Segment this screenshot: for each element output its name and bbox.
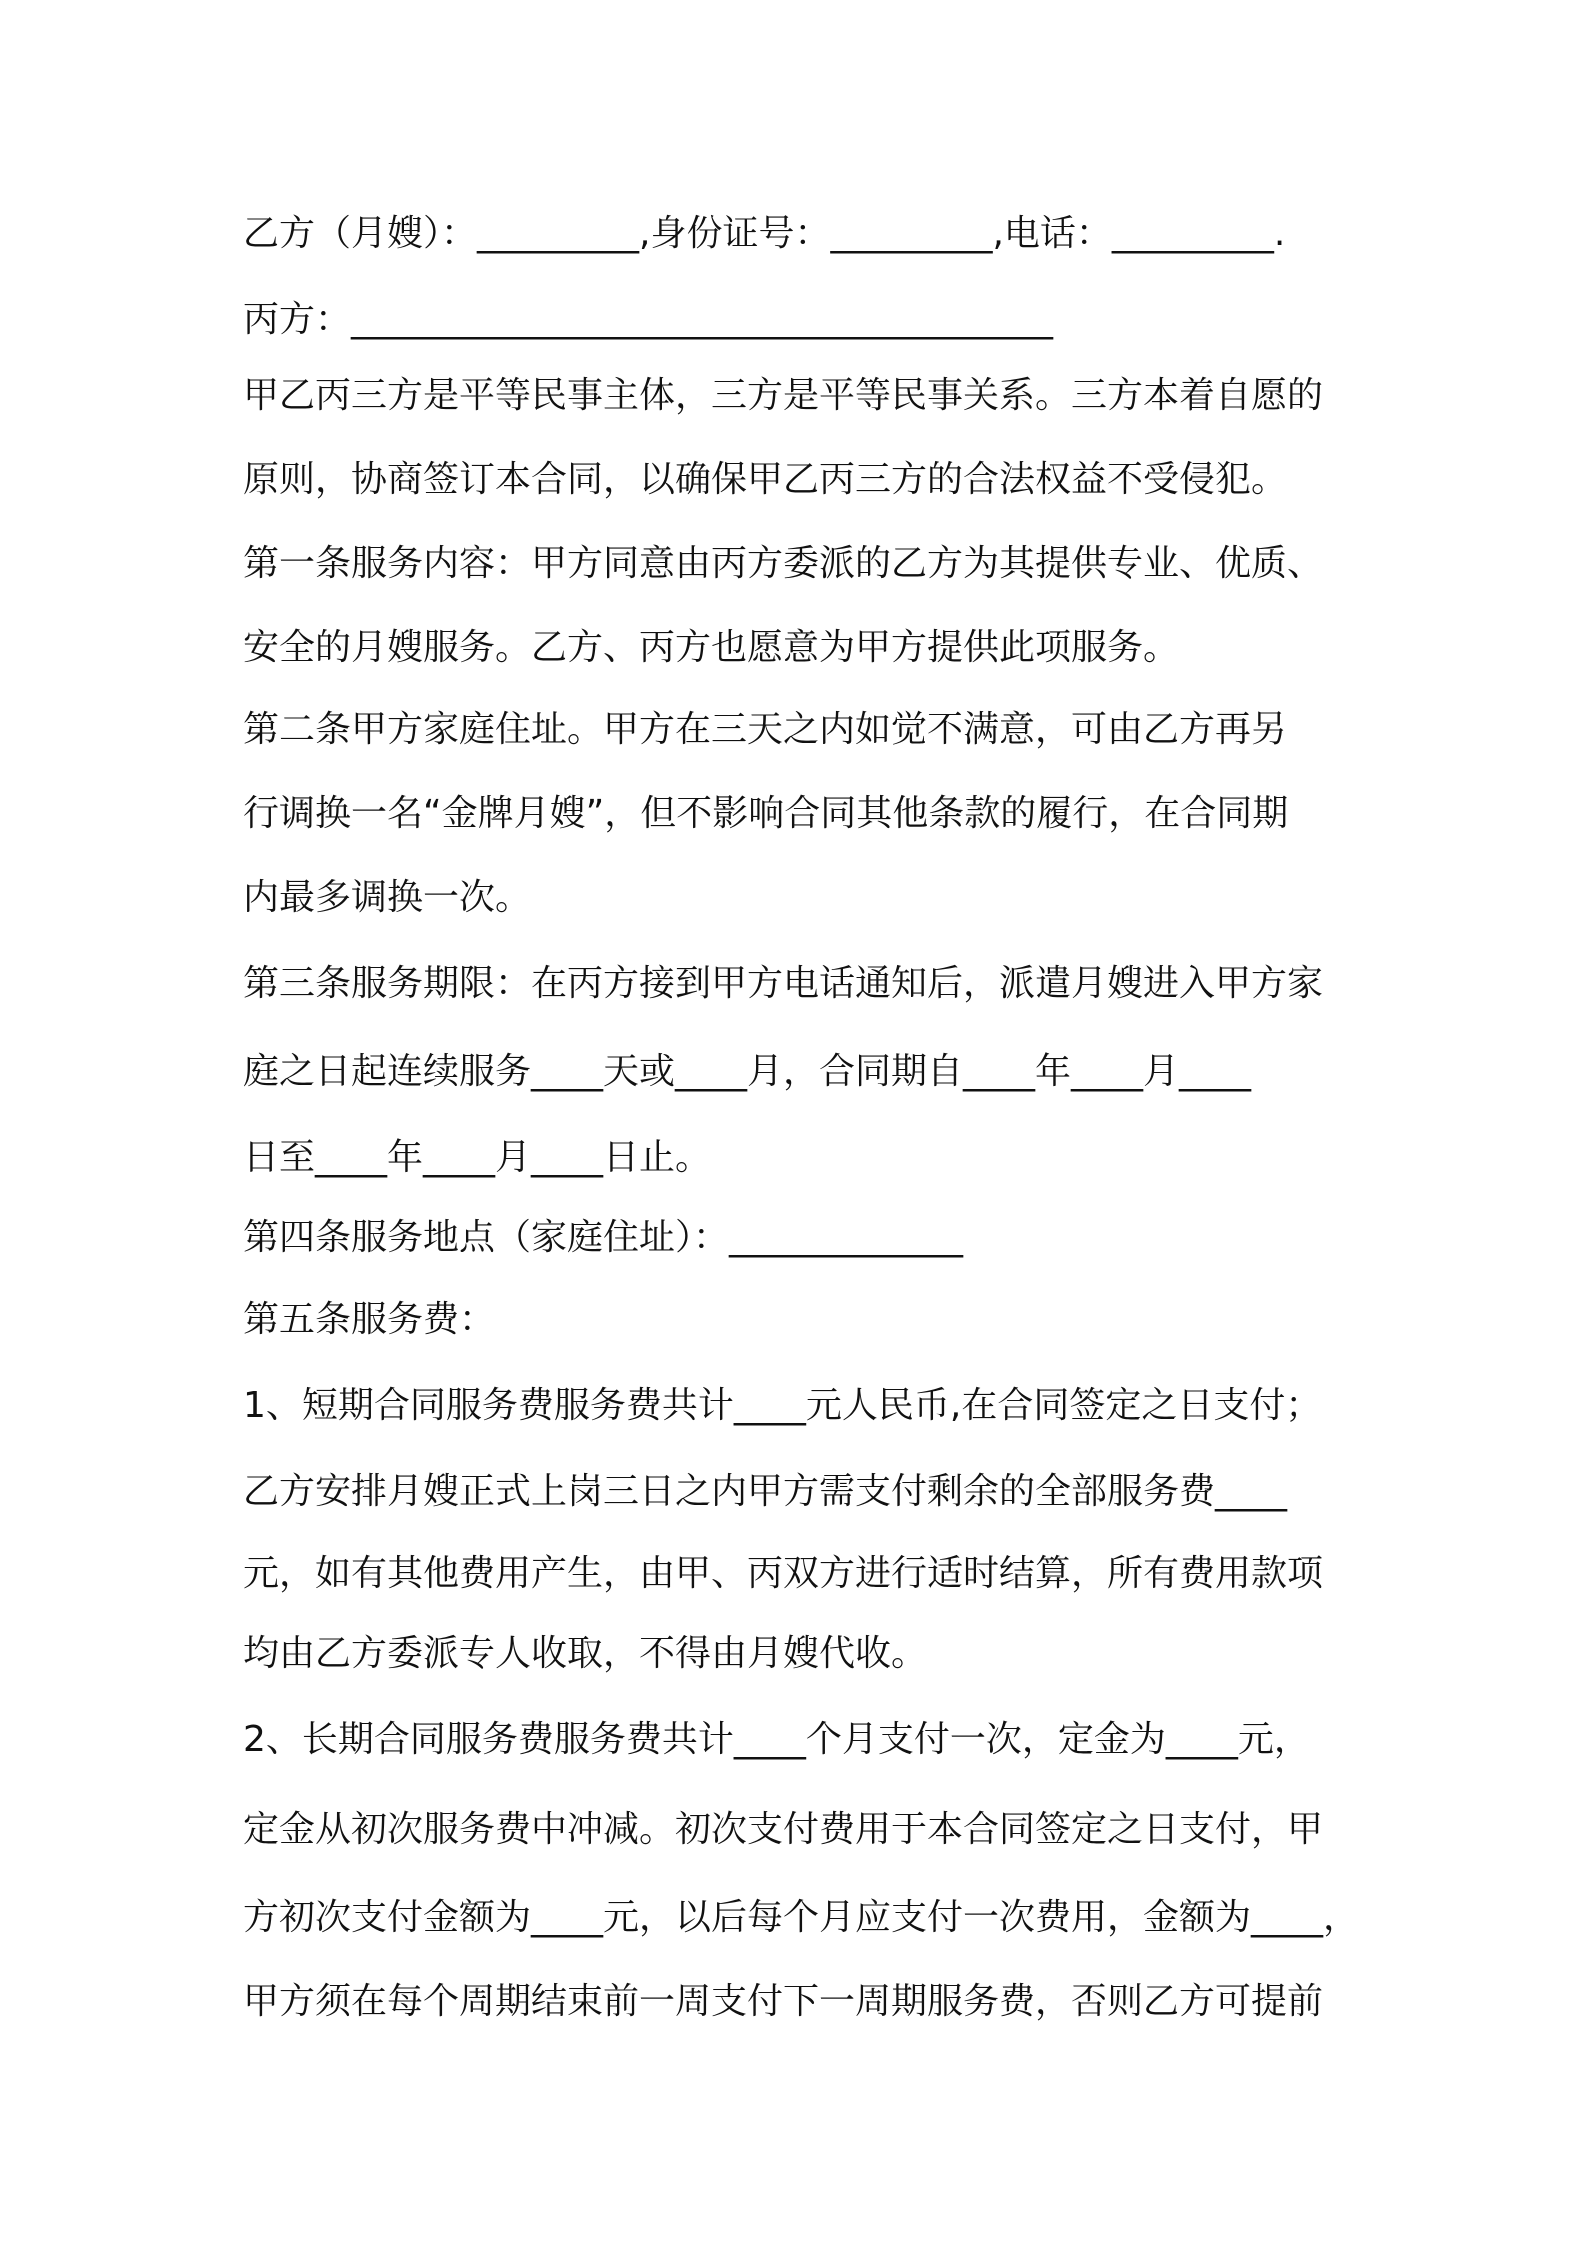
party-c-line: 丙方：_______________________________________ [243,299,1054,340]
party-b-line: 乙方（月嫂）：_________,身份证号：_________,电话：_________. [243,213,1286,254]
short-term-fee-line-2: 乙方安排月嫂正式上岗三日之内甲方需支付剩余的全部服务费____ [243,1471,1288,1512]
article-1-line-2: 安全的月嫂服务。乙方、丙方也愿意为甲方提供此项服务。 [243,627,1180,668]
article-2-line-3: 内最多调换一次。 [243,877,532,918]
article-4-line: 第四条服务地点（家庭住址）：_____________ [243,1217,964,1258]
short-term-fee-line-3: 元，如有其他费用产生，由甲、丙双方进行适时结算，所有费用款项 [243,1553,1324,1594]
short-term-fee-line-1: 1、短期合同服务费服务费共计____元人民币,在合同签定之日支付； [243,1385,1322,1426]
article-2-line-2: 行调换一名“金牌月嫂”，但不影响合同其他条款的履行，在合同期 [243,793,1289,834]
article-2-line-1: 第二条甲方家庭住址。甲方在三天之内如觉不满意，可由乙方再另 [243,709,1288,750]
article-3-line-3: 日至____年____月____日止。 [243,1137,712,1178]
article-3-line-1: 第三条服务期限：在丙方接到甲方电话通知后，派遣月嫂进入甲方家 [243,963,1324,1004]
long-term-fee-line-3: 方初次支付金额为____元，以后每个月应支付一次费用，金额为____， [243,1897,1360,1938]
short-term-fee-line-4: 均由乙方委派专人收取，不得由月嫂代收。 [243,1633,928,1674]
long-term-fee-line-1: 2、长期合同服务费服务费共计____个月支付一次，定金为____元， [243,1719,1310,1760]
preamble-line-2: 原则，协商签订本合同，以确保甲乙丙三方的合法权益不受侵犯。 [243,459,1288,500]
article-1-line-1: 第一条服务内容：甲方同意由丙方委派的乙方为其提供专业、优质、 [243,543,1324,584]
preamble-line-1: 甲乙丙三方是平等民事主体，三方是平等民事关系。三方本着自愿的 [243,375,1324,416]
long-term-fee-line-2: 定金从初次服务费中冲减。初次支付费用于本合同签定之日支付，甲 [243,1809,1324,1850]
long-term-fee-line-4: 甲方须在每个周期结束前一周支付下一周期服务费，否则乙方可提前 [243,1981,1324,2022]
article-3-line-2: 庭之日起连续服务____天或____月，合同期自____年____月____ [243,1051,1252,1092]
article-5-heading: 第五条服务费： [243,1299,496,1340]
